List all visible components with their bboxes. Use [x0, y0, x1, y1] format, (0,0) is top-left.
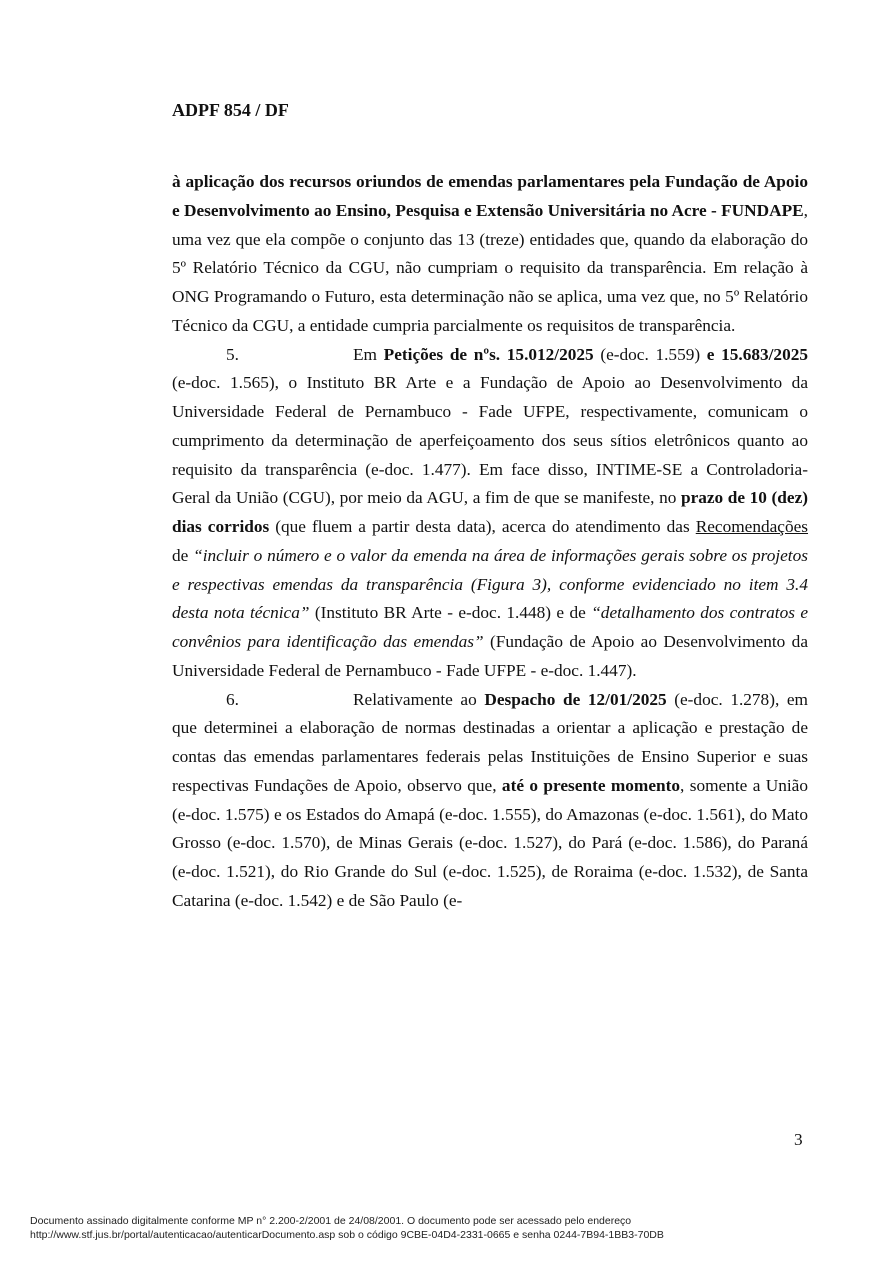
paragraph-continuation: [172, 168, 808, 341]
text-segment: e 15.683/2025: [706, 344, 808, 364]
text-segment: , somente a União (e-doc. 1.575) e os Estados do Amapá (e-doc. 1.555), do Amazonas (e-doc. 1.561), do Mato Grosso (e-doc. 1.570), de Minas Gerais (e-doc. 1.527), do Pará (e-doc. 1.586), do Paraná (e-doc. 1.521), do Rio Grande do Sul (e-doc. 1.525), de Roraima (e-doc. 1.532), de Santa Catarina (e-doc. 1.542) e de São Paulo (e-: [172, 775, 808, 910]
signature-footer: [30, 1214, 664, 1242]
page-number: 3: [794, 1130, 803, 1149]
paragraph-5: [172, 341, 808, 686]
paragraph-6: [172, 686, 808, 916]
text-segment: à aplicação dos recursos oriundos de emendas parlamentares pela Fundação de Apoio e Desenvolvimento ao Ensino, Pesquisa e Extensão Universitária no Acre - FUNDAPE: [172, 172, 808, 220]
text-segment: “incluir o número e o valor da emenda na área de informações gerais sobre os projetos e respectivas emendas da transparência (Figura 3), conforme evidenciado no item 3.4 desta nota técnica”: [172, 545, 808, 623]
text-segment: (e-doc. 1.565), o Instituto BR Arte e a Fundação de Apoio ao Desenvolvimento da Universidade Federal de Pernambuco - Fade UFPE, respectivamente, comunicam o cumprimento da determinação de aperfeiçoamento dos seus sítios eletrônicos quanto ao requisito da transparência (e-doc. 1.477). Em face disso, INTIME-SE a Controladoria-Geral da União (CGU), por meio da AGU, a fim de que se manifeste, no: [172, 373, 808, 508]
text-segment: Relativamente ao: [353, 689, 485, 709]
text-segment: , uma vez que ela compõe o conjunto das 13 (treze) entidades que, quando da elaboração do 5º Relatório Técnico da CGU, não cumpriam o requisito da transparência. Em relação à ONG Programando o Futuro, esta determinação não se aplica, uma vez que, no 5º Relatório Técnico da CGU, a entidade cumpria parcialmente os requisitos de transparência.: [172, 200, 808, 335]
paragraph-number: 6.: [226, 689, 239, 709]
text-segment: de: [172, 545, 194, 565]
footer-line: http://www.stf.jus.br/portal/autenticacao/autenticarDocumento.asp sob o código 9CBE-04D4-2331-0665 e senha 0244-7B94-1BB3-70DB: [30, 1229, 664, 1241]
text-segment: (e-doc. 1.559): [593, 344, 707, 364]
text-segment: Petições de nºs. 15.012/2025: [383, 344, 594, 364]
text-segment: Despacho de 12/01/2025: [484, 689, 667, 709]
text-segment: (e-doc. 1.278), em que determinei a elaboração de normas destinadas a orientar a aplicação e prestação de contas das emendas parlamentares federais pelas Instituições de Ensino Superior e suas respectivas Fundações de Apoio, observo que,: [172, 689, 809, 795]
text-segment: (Instituto BR Arte - e-doc. 1.448) e de: [309, 603, 592, 623]
paragraph-number: 5.: [226, 344, 239, 364]
document-body: [172, 168, 808, 916]
footer-line: Documento assinado digitalmente conforme MP n° 2.200-2/2001 de 24/08/2001. O documento pode ser acessado pelo endereço: [30, 1215, 632, 1227]
text-segment: Em: [353, 344, 384, 364]
text-segment: “detalhamento dos contratos e convênios para identificação das emendas”: [172, 603, 808, 651]
document-header: ADPF 854 / DF: [172, 100, 289, 120]
text-segment: (Fundação de Apoio ao Desenvolvimento da Universidade Federal de Pernambuco - Fade UFPE - e-doc. 1.447).: [172, 632, 808, 680]
text-segment: Recomendações: [695, 517, 809, 536]
text-segment: até o presente momento: [501, 775, 680, 795]
text-segment: prazo de 10 (dez) dias corridos: [172, 488, 809, 536]
text-segment: (que fluem a partir desta data), acerca do atendimento das: [269, 517, 696, 536]
